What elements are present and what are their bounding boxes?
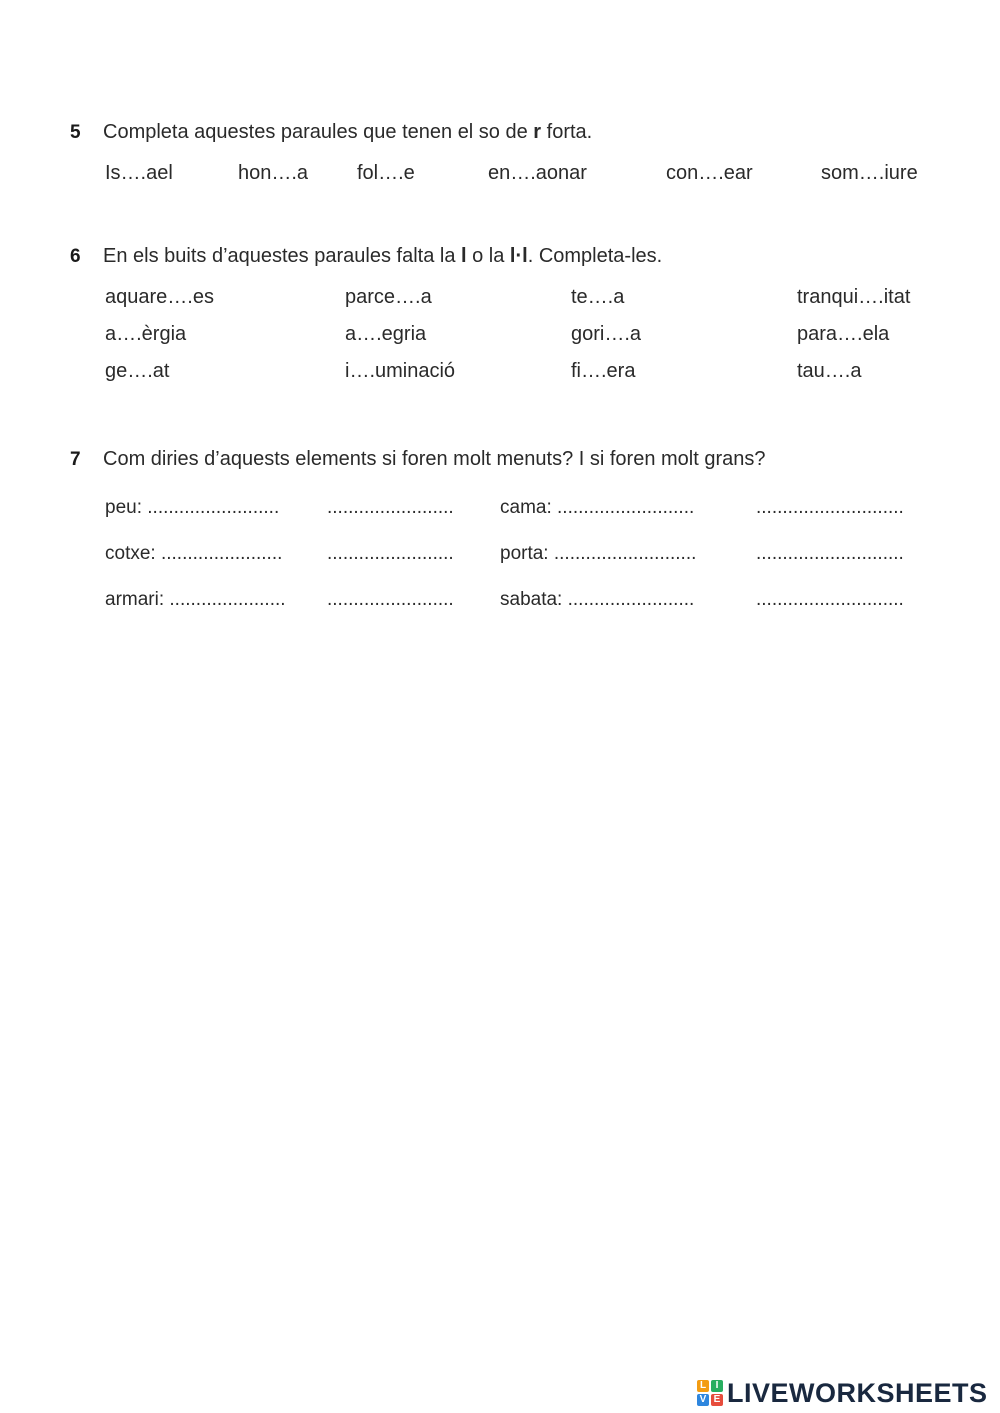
ex7-blank-right[interactable]: ............................ [756,497,904,518]
ex6-word[interactable]: ge….at [105,360,170,382]
ex5-word-4[interactable]: en….aonar [488,162,587,184]
exercise-6-number: 6 [70,246,81,267]
ex7-item-right[interactable]: sabata: ........................ [500,589,695,610]
ex6-word[interactable]: parce….a [345,286,432,308]
instruction-text: En els buits d’aquestes paraules falta la [103,245,461,267]
exercise-6-instruction [103,245,662,268]
instruction-text: forta. [541,121,593,143]
ex7-blank-right[interactable]: ............................ [756,589,904,610]
ex7-item-left[interactable]: armari: ...................... [105,589,286,610]
exercise-5-instruction [103,121,592,144]
ex5-word-6[interactable]: som….iure [821,162,918,184]
logo-text: LIVEWORKSHEETS [727,1377,988,1408]
ex7-item-right[interactable]: cama: .......................... [500,497,695,518]
ex6-word[interactable]: aquare….es [105,286,214,308]
ex5-word-5[interactable]: con….ear [666,162,753,184]
logo-letter: L [697,1380,709,1392]
liveworksheets-logo [697,1378,988,1408]
ex5-word-3[interactable]: fol….e [357,162,415,184]
instruction-bold: r [533,121,542,143]
instruction-bold: l [461,245,467,267]
logo-letter: V [697,1394,709,1406]
ex6-word[interactable]: gori….a [571,323,642,345]
ex6-word[interactable]: i….uminació [345,360,456,382]
ex5-word-2[interactable]: hon….a [238,162,309,184]
ex6-word[interactable]: a….egria [345,323,427,345]
ex7-item-left[interactable]: cotxe: ....................... [105,543,283,564]
exercise-5-number: 5 [70,122,81,143]
ex7-item-right[interactable]: porta: ........................... [500,543,697,564]
ex6-word[interactable]: a….èrgia [105,323,187,345]
instruction-text: Completa aquestes paraules que tenen el so de [103,121,534,143]
ex6-word[interactable]: para….ela [797,323,890,345]
ex6-word[interactable]: fi….era [571,360,636,382]
logo-grid-icon [697,1380,723,1406]
ex5-word-1[interactable]: Is….ael [105,162,173,184]
ex7-blank-left[interactable]: ........................ [327,589,454,610]
exercise-7-instruction: Com diries d’aquests elements si foren molt menuts? I si foren molt grans? [103,448,766,470]
logo-letter: E [711,1394,723,1406]
ex6-word[interactable]: tau….a [797,360,862,382]
ex7-item-left[interactable]: peu: ......................... [105,497,280,518]
instruction-text: . Completa-les. [527,245,663,267]
ex7-blank-left[interactable]: ........................ [327,543,454,564]
instruction-text: o la [466,245,510,267]
ex7-blank-left[interactable]: ........................ [327,497,454,518]
ex7-blank-right[interactable]: ............................ [756,543,904,564]
logo-letter: I [711,1380,723,1392]
ex6-word[interactable]: te….a [571,286,625,308]
exercise-7-number: 7 [70,449,81,470]
instruction-bold: l·l [509,245,528,267]
ex6-word[interactable]: tranqui….itat [797,286,911,308]
